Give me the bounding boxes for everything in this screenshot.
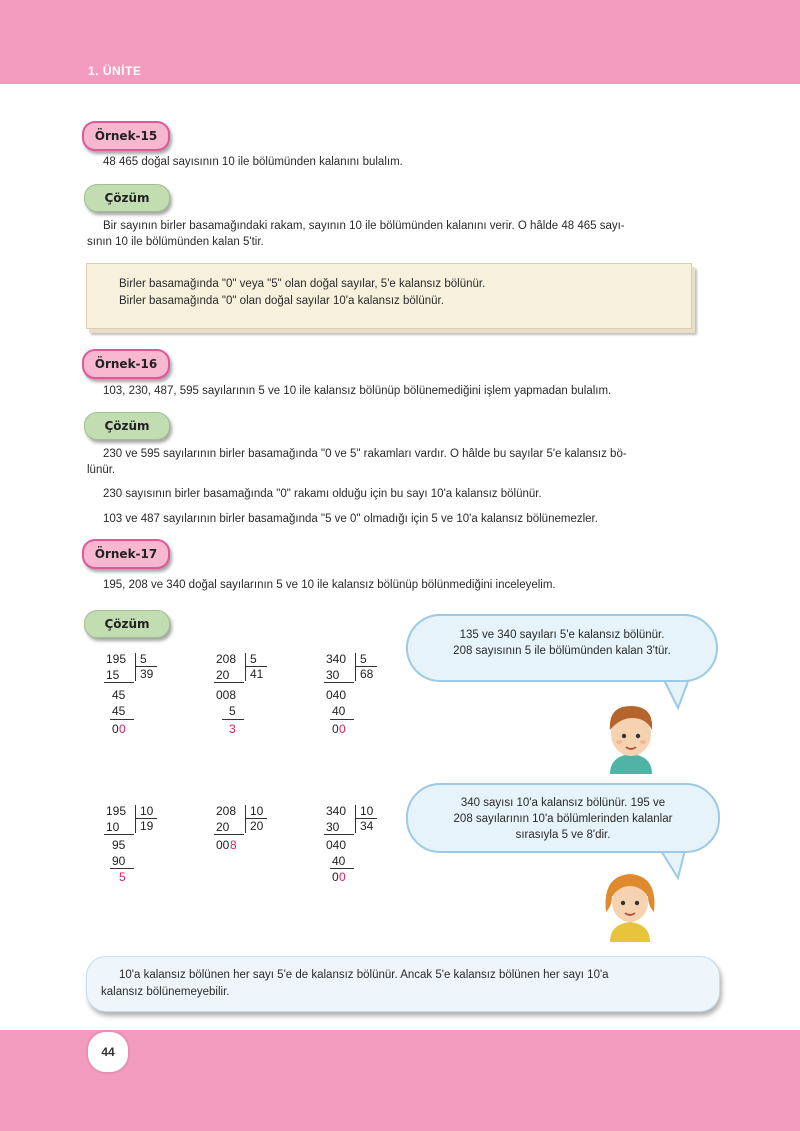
example-17-question: 195, 208 ve 340 doğal sayılarının 5 ve 10 ile kalansız bölünüp bölünmediğini inceleyelim. bbox=[103, 579, 556, 591]
final-remainder-digit-1: 0 bbox=[112, 722, 119, 736]
unit-title: 1. ÜNİTE bbox=[88, 64, 142, 78]
remainder-1: 040 bbox=[326, 688, 347, 702]
subtrahend-2: 40 bbox=[332, 704, 346, 718]
example-15-solution-label: Çözüm bbox=[84, 184, 170, 212]
long-division-340-by-10 bbox=[324, 804, 394, 900]
bubble-1-line2: 208 sayısının 5 ile bölümünden kalan 3'tür. bbox=[453, 645, 671, 657]
final-remainder: 8 bbox=[230, 838, 237, 852]
remainder-1: 040 bbox=[326, 838, 347, 852]
long-division-208-by-5 bbox=[214, 652, 284, 748]
summary-line1: 10'a kalansız bölünen her sayı 5'e de kalansız bölünür. Ancak 5'e kalansız bölünen her sayı 10'a bbox=[119, 969, 609, 981]
long-division-340-by-5 bbox=[324, 652, 394, 748]
girl-character-icon bbox=[598, 866, 662, 942]
remainder-digits: 00 bbox=[216, 838, 230, 852]
speech-bubble-1 bbox=[406, 614, 718, 682]
divisor: 5 bbox=[250, 652, 257, 666]
subtrahend-2: 90 bbox=[112, 854, 126, 868]
boy-character-icon bbox=[600, 700, 662, 774]
final-remainder-digit-1: 0 bbox=[332, 870, 339, 884]
quotient: 20 bbox=[250, 819, 264, 833]
example-17-solution-label: Çözüm bbox=[84, 610, 170, 638]
divisor: 5 bbox=[360, 652, 367, 666]
subtrahend-2: 40 bbox=[332, 854, 346, 868]
speech-bubble-2 bbox=[406, 783, 720, 853]
example-16-question: 103, 230, 487, 595 sayılarının 5 ve 10 ile kalansız bölünüp bölünemediğini işlem yapmadan bulalım. bbox=[103, 385, 612, 397]
final-remainder: 3 bbox=[229, 722, 236, 736]
example-16-p3: 103 ve 487 sayılarının birler basamağında "5 ve 0" olmadığı için 5 ve 10'a kalansız bölünemezler. bbox=[103, 513, 598, 525]
remainder-1: 008 bbox=[216, 688, 237, 702]
final-remainder-digit-2: 0 bbox=[119, 722, 126, 736]
rule-note-line1: Birler basamağında "0" veya "5" olan doğal sayılar, 5'e kalansız bölünür. bbox=[119, 278, 486, 290]
long-division-195-by-5 bbox=[104, 652, 174, 748]
long-division-208-by-10 bbox=[214, 804, 284, 900]
final-remainder-digit-2: 0 bbox=[339, 722, 346, 736]
example-17-label: Örnek-17 bbox=[82, 539, 170, 569]
divisor: 10 bbox=[250, 804, 264, 818]
bubble-2-line2: 208 sayılarının 10'a bölümlerinden kalanlar bbox=[453, 813, 673, 825]
dividend: 195 bbox=[106, 804, 127, 818]
final-remainder-digit-2: 0 bbox=[339, 870, 346, 884]
quotient: 34 bbox=[360, 819, 374, 833]
bubble-1-line1: 135 ve 340 sayıları 5'e kalansız bölünür. bbox=[459, 629, 665, 641]
example-16-p1-line1: 230 ve 595 sayılarının birler basamağında "0 ve 5" rakamları vardır. O hâlde bu sayılar 5'e kalansız bö- bbox=[103, 448, 627, 460]
subtrahend-1: 20 bbox=[216, 820, 230, 834]
rule-note-line2: Birler basamağında "0" olan doğal sayılar 10'a kalansız bölünür. bbox=[119, 295, 444, 307]
summary-box bbox=[86, 956, 720, 1012]
rule-note-box bbox=[86, 263, 692, 329]
remainder-1: 95 bbox=[112, 838, 126, 852]
example-15-question: 48 465 doğal sayısının 10 ile bölümünden kalanını bulalım. bbox=[103, 156, 403, 168]
example-15-solution-line2: sının 10 ile bölümünden kalan 5'tir. bbox=[87, 236, 264, 248]
final-remainder-digit-1: 0 bbox=[332, 722, 339, 736]
example-15-solution-line1: Bir sayının birler basamağındaki rakam, sayının 10 ile bölümünden kalanını verir. O hâlde 48 465 sayı- bbox=[103, 220, 625, 232]
dividend: 208 bbox=[216, 804, 237, 818]
final-remainder: 5 bbox=[119, 870, 126, 884]
dividend: 340 bbox=[326, 804, 347, 818]
bubble-2-line3: sırasıyla 5 ve 8'dir. bbox=[515, 829, 611, 841]
subtrahend-1: 15 bbox=[106, 668, 120, 682]
divisor: 10 bbox=[140, 804, 154, 818]
quotient: 41 bbox=[250, 667, 264, 681]
dividend: 195 bbox=[106, 652, 127, 666]
subtrahend-1: 10 bbox=[106, 820, 120, 834]
subtrahend-1: 30 bbox=[326, 668, 340, 682]
example-15-label: Örnek-15 bbox=[82, 121, 170, 151]
quotient: 19 bbox=[140, 819, 154, 833]
page-number: 44 bbox=[86, 1030, 130, 1074]
example-16-solution-label: Çözüm bbox=[84, 412, 170, 440]
example-16-p1-line2: lünür. bbox=[87, 464, 116, 476]
example-16-p2: 230 sayısının birler basamağında "0" rakamı olduğu için bu sayı 10'a kalansız bölünür. bbox=[103, 488, 542, 500]
dividend: 208 bbox=[216, 652, 237, 666]
example-16-label: Örnek-16 bbox=[82, 349, 170, 379]
quotient: 39 bbox=[140, 667, 154, 681]
long-division-195-by-10 bbox=[104, 804, 174, 900]
subtrahend-1: 20 bbox=[216, 668, 230, 682]
bubble-2-line1: 340 sayısı 10'a kalansız bölünür. 195 ve bbox=[460, 797, 666, 809]
subtrahend-1: 30 bbox=[326, 820, 340, 834]
summary-line2: kalansız bölünemeyebilir. bbox=[101, 986, 230, 998]
divisor: 10 bbox=[360, 804, 374, 818]
remainder-1: 45 bbox=[112, 688, 126, 702]
dividend: 340 bbox=[326, 652, 347, 666]
divisor: 5 bbox=[140, 652, 147, 666]
subtrahend-2: 45 bbox=[112, 704, 126, 718]
quotient: 68 bbox=[360, 667, 374, 681]
subtrahend-2: 5 bbox=[229, 704, 236, 718]
